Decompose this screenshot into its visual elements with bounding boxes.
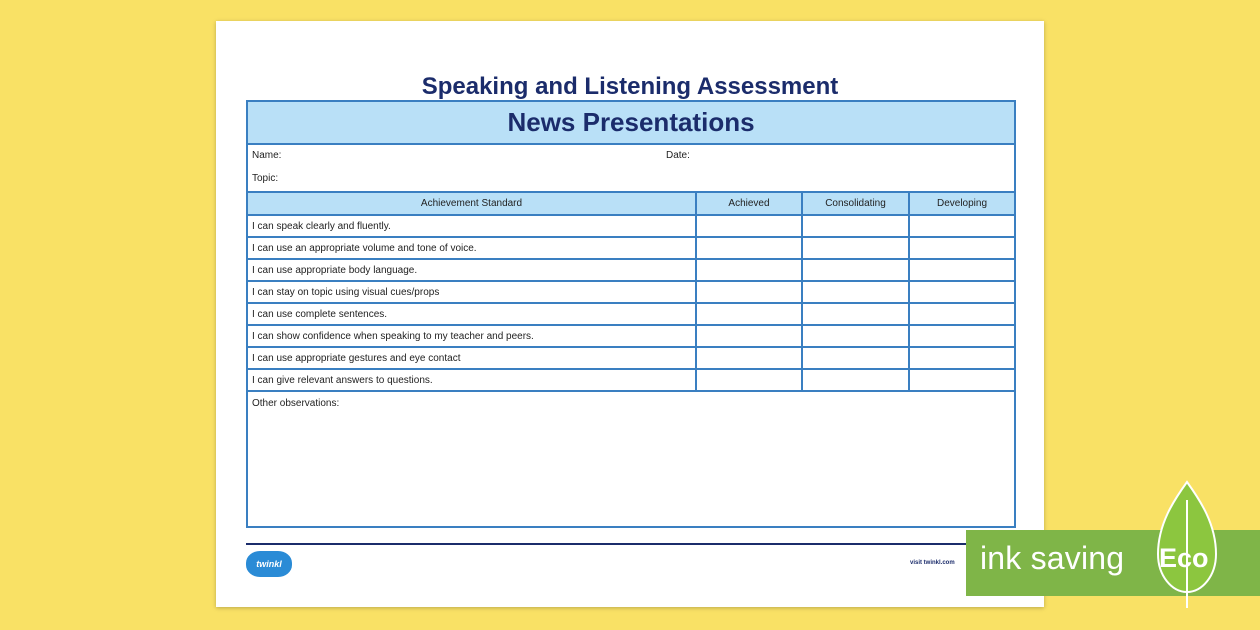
developing-cell (909, 215, 1014, 237)
table-row (248, 303, 1014, 325)
column-header: Developing (909, 193, 1014, 215)
sheet-subtitle: News Presentations (248, 102, 1014, 145)
assessment-table (248, 193, 1014, 392)
column-header: Consolidating (802, 193, 909, 215)
standard-cell: I can stay on topic using visual cues/props (248, 281, 696, 303)
achieved-cell (696, 215, 802, 237)
topic-label: Topic: (252, 173, 279, 184)
consolidating-cell (802, 303, 909, 325)
page-title: Speaking and Listening Assessment (421, 73, 839, 100)
consolidating-cell (802, 237, 909, 259)
developing-cell (909, 303, 1014, 325)
standard-cell: I can use appropriate body language. (248, 259, 696, 281)
developing-cell (909, 281, 1014, 303)
observations-label: Other observations: (252, 398, 340, 409)
achieved-cell (696, 303, 802, 325)
table-row (248, 215, 1014, 237)
date-label: Date: (666, 150, 690, 161)
consolidating-cell (802, 281, 909, 303)
table-row (248, 281, 1014, 303)
developing-cell (909, 347, 1014, 369)
table-row (248, 325, 1014, 347)
standard-cell: I can give relevant answers to questions. (248, 369, 696, 391)
achieved-cell (696, 369, 802, 391)
achieved-cell (696, 281, 802, 303)
standard-cell: I can use complete sentences. (248, 303, 696, 325)
consolidating-cell (802, 369, 909, 391)
column-header: Achievement Standard (248, 193, 696, 215)
developing-cell (909, 237, 1014, 259)
consolidating-cell (802, 259, 909, 281)
developing-cell (909, 369, 1014, 391)
achieved-cell (696, 259, 802, 281)
footer-url: visit twinkl.com (910, 560, 955, 566)
achieved-cell (696, 325, 802, 347)
eco-label: Eco (1159, 543, 1209, 573)
table-row (248, 369, 1014, 391)
developing-cell (909, 325, 1014, 347)
column-header: Achieved (696, 193, 802, 215)
standard-cell: I can speak clearly and fluently. (248, 215, 696, 237)
standard-cell: I can use an appropriate volume and tone of voice. (248, 237, 696, 259)
table-header-row (248, 193, 1014, 215)
table-row (248, 347, 1014, 369)
consolidating-cell (802, 347, 909, 369)
standard-cell: I can use appropriate gestures and eye contact (248, 347, 696, 369)
ink-saving-label: ink saving (980, 540, 1125, 576)
standard-cell: I can show confidence when speaking to my teacher and peers. (248, 325, 696, 347)
worksheet-page (216, 21, 1044, 607)
table-row (248, 237, 1014, 259)
info-section (248, 145, 1014, 193)
consolidating-cell (802, 215, 909, 237)
footer-divider (246, 543, 1016, 545)
observations-box (248, 392, 1014, 509)
name-label: Name: (252, 150, 282, 161)
developing-cell (909, 259, 1014, 281)
table-row (248, 259, 1014, 281)
twinkl-logo: twinkl (246, 551, 292, 577)
achieved-cell (696, 347, 802, 369)
achieved-cell (696, 237, 802, 259)
assessment-sheet (246, 100, 1016, 528)
consolidating-cell (802, 325, 909, 347)
